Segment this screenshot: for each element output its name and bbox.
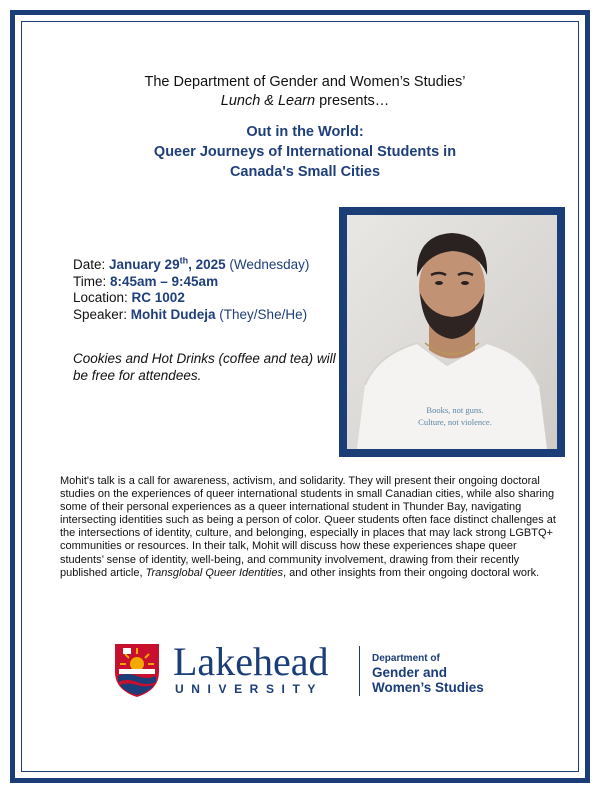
description-part-1: Mohit's talk is a call for awareness, activism, and solidarity. They will present their ongoing doctoral studies on the experiences of queer international students in small Canadian cities, while also sharing some of their personal experiences as a queer international student in Thunder Bay, navigating intersecting identities such as being a person of color. Queer students often face distinct challenges at the intersections of identity, culture, and belonging, especially in places that may lack strong LGBTQ+ communities or resources. In their talk, Mohit will discuss how these experiences shape queer students’ sense of identity, well-being, and community involvement, drawing from their recently published article, [60, 475, 556, 579]
location-value: RC 1002 [131, 290, 185, 305]
time-value: 8:45am – 9:45am [110, 273, 219, 289]
date-row [73, 257, 309, 274]
shirt-text-line-1: Books, not guns. [426, 405, 484, 415]
dept-line-2: Gender and [372, 665, 448, 680]
event-details [73, 257, 309, 323]
university-shield-icon [113, 642, 161, 698]
speaker-label: Speaker: [73, 306, 131, 322]
article-title: Transglobal Queer Identities [145, 566, 283, 579]
shirt-text-line-2: Culture, not violence. [418, 417, 492, 427]
intro-header [60, 73, 550, 111]
speaker-photo [347, 215, 557, 449]
description-part-2: , and other insights from their ongoing doctoral work. [282, 566, 540, 579]
intro-line-2 [60, 92, 550, 111]
intro-line-1: The Department of Gender and Women’s Studies’ [144, 74, 466, 90]
lakehead-wordmark: Lakehead [173, 639, 329, 684]
title-line-3: Canada's Small Cities [229, 164, 381, 180]
date-value: January 29 [109, 257, 180, 272]
university-wordmark: UNIVERSITY [175, 682, 324, 696]
date-label: Date: [73, 257, 110, 272]
time-label: Time: [73, 273, 110, 289]
dept-line-3: Women’s Studies [372, 680, 484, 695]
title-line-1: Out in the World: [246, 124, 364, 140]
lakehead-logo [113, 639, 513, 702]
date-year: , 2025 [188, 257, 226, 272]
date-suffix: th [179, 255, 189, 266]
event-title [60, 122, 550, 182]
speaker-pronouns: (They/She/He) [215, 306, 308, 322]
location-row [73, 290, 309, 307]
date-weekday: (Wednesday) [225, 257, 310, 272]
department-name [372, 652, 484, 695]
speaker-row [73, 307, 309, 324]
time-row [73, 274, 309, 291]
location-label: Location: [73, 290, 132, 305]
refreshments-note: Cookies and Hot Drinks (coffee and tea) will be free for attendees. [73, 351, 336, 383]
speaker-name: Mohit Dudeja [130, 306, 216, 322]
talk-description [60, 475, 560, 580]
logo-divider [359, 646, 360, 696]
title-line-2: Queer Journeys of International Students in [153, 144, 457, 160]
dept-line-1: Department of [372, 653, 440, 664]
lunch-learn-label: Lunch & Learn [220, 93, 316, 109]
presents-label: presents… [315, 93, 390, 109]
speaker-photo-frame [339, 207, 565, 457]
